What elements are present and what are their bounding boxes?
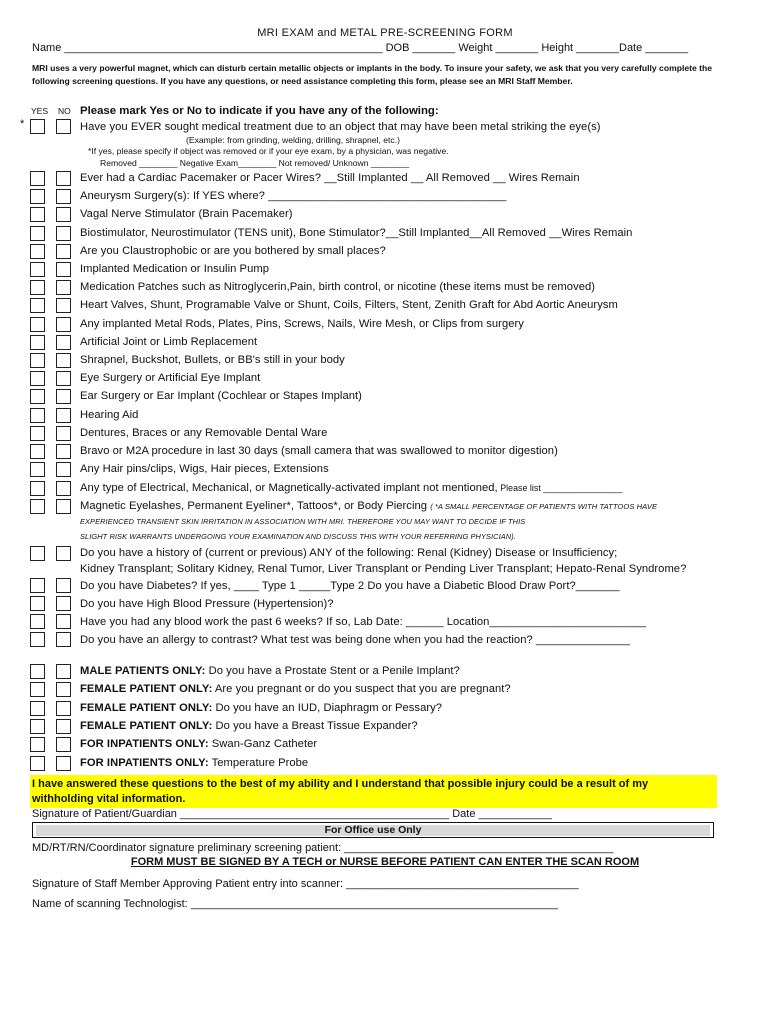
question-text: Vagal Nerve Stimulator (Brain Pacemaker): [80, 208, 293, 220]
special-question-text: Swan-Ganz Catheter: [208, 738, 318, 750]
staff-signature-line[interactable]: Signature of Staff Member Approving Patient entry into scanner: ______________________________________: [32, 878, 579, 890]
no-checkbox[interactable]: [56, 756, 71, 771]
no-checkbox[interactable]: [56, 632, 71, 647]
yes-checkbox[interactable]: [30, 244, 45, 259]
yes-checkbox[interactable]: [30, 546, 45, 561]
yes-checkbox[interactable]: [30, 389, 45, 404]
question-text: Heart Valves, Shunt, Programable Valve or Shunt, Coils, Filters, Stent, Zenith Graft for Abd Aortic Aneurysm: [80, 299, 618, 311]
no-checkbox[interactable]: [56, 317, 71, 332]
yes-checkbox[interactable]: [30, 664, 45, 679]
question-electrical-implant: [80, 482, 622, 494]
yes-checkbox[interactable]: [30, 298, 45, 313]
yes-checkbox[interactable]: [30, 353, 45, 368]
special-question-label: FOR INPATIENTS ONLY:: [80, 738, 209, 750]
yes-checkbox[interactable]: [30, 481, 45, 496]
special-question-text: Are you pregnant or do you suspect that you are pregnant?: [212, 683, 511, 695]
special-question: [80, 683, 511, 695]
tattoo-note: ( *A SMALL PERCENTAGE OF PATIENTS WITH TATTOOS HAVE: [430, 502, 658, 511]
yes-checkbox[interactable]: [30, 701, 45, 716]
question-contrast-allergy[interactable]: Do you have an allergy to contrast? What test was being done when you had the reaction? _______________: [80, 634, 630, 646]
eye-ifyes-note: *If yes, please specify if object was removed or if your eye exam, by a physician, was negative.: [88, 146, 449, 156]
no-checkbox[interactable]: [56, 389, 71, 404]
no-checkbox[interactable]: [56, 244, 71, 259]
no-checkbox[interactable]: [56, 280, 71, 295]
special-question: [80, 738, 317, 750]
yes-checkbox[interactable]: [30, 756, 45, 771]
no-checkbox[interactable]: [56, 189, 71, 204]
special-question-label: FEMALE PATIENT ONLY:: [80, 683, 213, 695]
special-question-label: FEMALE PATIENT ONLY:: [80, 702, 213, 714]
yes-checkbox[interactable]: [30, 737, 45, 752]
special-question-label: MALE PATIENTS ONLY:: [80, 665, 206, 677]
question-text: Are you Claustrophobic or are you bothered by small places?: [80, 245, 386, 257]
yes-checkbox[interactable]: [30, 462, 45, 477]
no-checkbox[interactable]: [56, 444, 71, 459]
please-list-field[interactable]: Please list ________________: [497, 483, 623, 493]
no-checkbox[interactable]: [56, 353, 71, 368]
question-text: Any Hair pins/clips, Wigs, Hair pieces, Extensions: [80, 463, 329, 475]
no-checkbox[interactable]: [56, 408, 71, 423]
must-sign-notice: FORM MUST BE SIGNED BY A TECH or NURSE BEFORE PATIENT CAN ENTER THE SCAN ROOM: [130, 856, 640, 868]
tattoo-note-line3: SLIGHT RISK WARRANTS UNDERGOING YOUR EXAMINATION AND DISCUSS THIS WITH YOUR REFERRING PHYSICIAN).: [80, 532, 516, 541]
question-text: Medication Patches such as Nitroglycerin,Pain, birth control, or nicotine (these items must be removed): [80, 281, 596, 293]
patient-info-line[interactable]: Name ____________________________________________________ DOB _______ Weight _______ Height _______Date _______: [32, 42, 689, 54]
yes-checkbox[interactable]: [30, 596, 45, 611]
yes-checkbox[interactable]: [30, 226, 45, 241]
yes-checkbox[interactable]: [30, 371, 45, 386]
special-question: [80, 720, 418, 732]
asterisk-marker: *: [20, 118, 25, 130]
no-checkbox[interactable]: [56, 171, 71, 186]
question-text: Any type of Electrical, Mechanical, or Magnetically-activated implant not mentioned,: [80, 482, 498, 494]
question-text: Ear Surgery or Ear Implant (Cochlear or Stapes Implant): [80, 390, 362, 402]
no-checkbox[interactable]: [56, 462, 71, 477]
attestation-text: I have answered these questions to the best of my ability and I understand that possible injury could be a result of my withholding vital information.: [32, 778, 649, 805]
yes-checkbox[interactable]: [30, 189, 45, 204]
special-question: [80, 702, 442, 714]
no-checkbox[interactable]: [56, 719, 71, 734]
question-text: Magnetic Eyelashes, Permanent Eyeliner*, Tattoos*, or Body Piercing: [80, 500, 431, 512]
coordinator-signature-line[interactable]: MD/RT/RN/Coordinator signature preliminary screening patient: ____________________________________________: [32, 842, 614, 854]
yes-checkbox[interactable]: [30, 335, 45, 350]
yes-checkbox[interactable]: [30, 444, 45, 459]
yes-checkbox[interactable]: [30, 408, 45, 423]
eye-options-line[interactable]: Removed ________ Negative Exam________ Not removed/ Unknown ________: [100, 158, 410, 168]
no-checkbox[interactable]: [56, 207, 71, 222]
yes-checkbox[interactable]: [30, 119, 45, 134]
special-question: [80, 757, 308, 769]
no-checkbox[interactable]: [56, 119, 71, 134]
no-checkbox[interactable]: [56, 426, 71, 441]
question-diabetes[interactable]: Do you have Diabetes? If yes, ____ Type 1 _____Type 2 Do you have a Diabetic Blood Draw Port?_______: [80, 580, 620, 592]
yes-column-header: YES: [31, 106, 49, 116]
question-blood-work[interactable]: Have you had any blood work the past 6 weeks? If so, Lab Date: ______ Location_________________________: [80, 616, 647, 628]
question-kidney-history: Do you have a history of (current or previous) ANY of the following: Renal (Kidney) Disease or Insufficiency;: [80, 547, 618, 559]
no-checkbox[interactable]: [56, 298, 71, 313]
question-text: Hearing Aid: [80, 409, 139, 421]
question-text[interactable]: Biostimulator, Neurostimulator (TENS unit), Bone Stimulator?__Still Implanted__All Removed __Wires Remain: [80, 227, 633, 239]
yes-checkbox[interactable]: [30, 426, 45, 441]
no-checkbox[interactable]: [56, 701, 71, 716]
question-kidney-history-line2: Kidney Transplant; Solitary Kidney, Renal Tumor, Liver Transplant or Pending Liver Transplant; Hepato-Renal Syndrome?: [80, 563, 687, 575]
no-checkbox[interactable]: [56, 578, 71, 593]
no-checkbox[interactable]: [56, 262, 71, 277]
special-question-text: Do you have a Breast Tissue Expander?: [212, 720, 418, 732]
eye-example-note: (Example: from grinding, welding, drilling, shrapnel, etc.): [186, 135, 400, 145]
intro-paragraph: MRI uses a very powerful magnet, which can disturb certain metallic objects or implants in the body. To insure your safety, we ask that you very carefully complete the following screening questions. If you have any questions, or need assistance completing this form, please see an MRI Staff Member.: [32, 63, 713, 86]
question-text: Bravo or M2A procedure in last 30 days (small camera that was swallowed to monitor digestion): [80, 445, 558, 457]
patient-signature-line[interactable]: Signature of Patient/Guardian ____________________________________________ Date ____________: [32, 808, 552, 820]
question-text: Implanted Medication or Insulin Pump: [80, 263, 269, 275]
special-question-text: Temperature Probe: [208, 757, 309, 769]
no-checkbox[interactable]: [56, 737, 71, 752]
yes-checkbox[interactable]: [30, 578, 45, 593]
yes-checkbox[interactable]: [30, 682, 45, 697]
no-checkbox[interactable]: [56, 682, 71, 697]
no-checkbox[interactable]: [56, 335, 71, 350]
question-text: Artificial Joint or Limb Replacement: [80, 336, 258, 348]
question-text[interactable]: Aneurysm Surgery(s): If YES where? ______________________________________: [80, 190, 507, 202]
no-checkbox[interactable]: [56, 499, 71, 514]
no-checkbox[interactable]: [56, 481, 71, 496]
question-text: Dentures, Braces or any Removable Dental Ware: [80, 427, 328, 439]
yes-checkbox[interactable]: [30, 499, 45, 514]
question-text: Eye Surgery or Artificial Eye Implant: [80, 372, 261, 384]
no-column-header: NO: [58, 106, 71, 116]
yes-checkbox[interactable]: [30, 317, 45, 332]
office-use-box: [32, 822, 714, 838]
office-use-heading: For Office use Only: [36, 825, 710, 836]
no-checkbox[interactable]: [56, 596, 71, 611]
yes-checkbox[interactable]: [30, 632, 45, 647]
special-question-text: Do you have a Prostate Stent or a Penile Implant?: [205, 665, 460, 677]
special-question-text: Do you have an IUD, Diaphragm or Pessary?: [212, 702, 443, 714]
question-text: Any implanted Metal Rods, Plates, Pins, Screws, Nails, Wire Mesh, or Clips from surgery: [80, 318, 524, 330]
yes-checkbox[interactable]: [30, 262, 45, 277]
question-tattoos: [80, 500, 657, 512]
form-title: MRI EXAM and METAL PRE-SCREENING FORM: [257, 27, 513, 39]
yes-checkbox[interactable]: [30, 280, 45, 295]
technologist-name-line[interactable]: Name of scanning Technologist: ____________________________________________________________: [32, 898, 558, 910]
tattoo-note-line2: EXPERIENCED TRANSIENT SKIN IRRITATION IN ASSOCIATION WITH MRI. THEREFORE YOU MAY WANT TO DECIDE IF THIS: [80, 517, 526, 526]
yes-checkbox[interactable]: [30, 614, 45, 629]
question-blood-pressure: Do you have High Blood Pressure (Hypertension)?: [80, 598, 334, 610]
no-checkbox[interactable]: [56, 614, 71, 629]
yes-checkbox[interactable]: [30, 207, 45, 222]
no-checkbox[interactable]: [56, 226, 71, 241]
no-checkbox[interactable]: [56, 371, 71, 386]
special-question: [80, 665, 460, 677]
question-eye-injury: Have you EVER sought medical treatment due to an object that may have been metal striking the eye(s): [80, 121, 601, 133]
question-text: Shrapnel, Buckshot, Bullets, or BB's still in your body: [80, 354, 345, 366]
special-question-label: FEMALE PATIENT ONLY:: [80, 720, 213, 732]
yes-checkbox[interactable]: [30, 171, 45, 186]
question-text[interactable]: Ever had a Cardiac Pacemaker or Pacer Wires? __Still Implanted __ All Removed __ Wires Remain: [80, 172, 580, 184]
no-checkbox[interactable]: [56, 546, 71, 561]
instruction-heading: Please mark Yes or No to indicate if you have any of the following:: [80, 105, 439, 117]
no-checkbox[interactable]: [56, 664, 71, 679]
special-question-label: FOR INPATIENTS ONLY:: [80, 757, 209, 769]
yes-checkbox[interactable]: [30, 719, 45, 734]
